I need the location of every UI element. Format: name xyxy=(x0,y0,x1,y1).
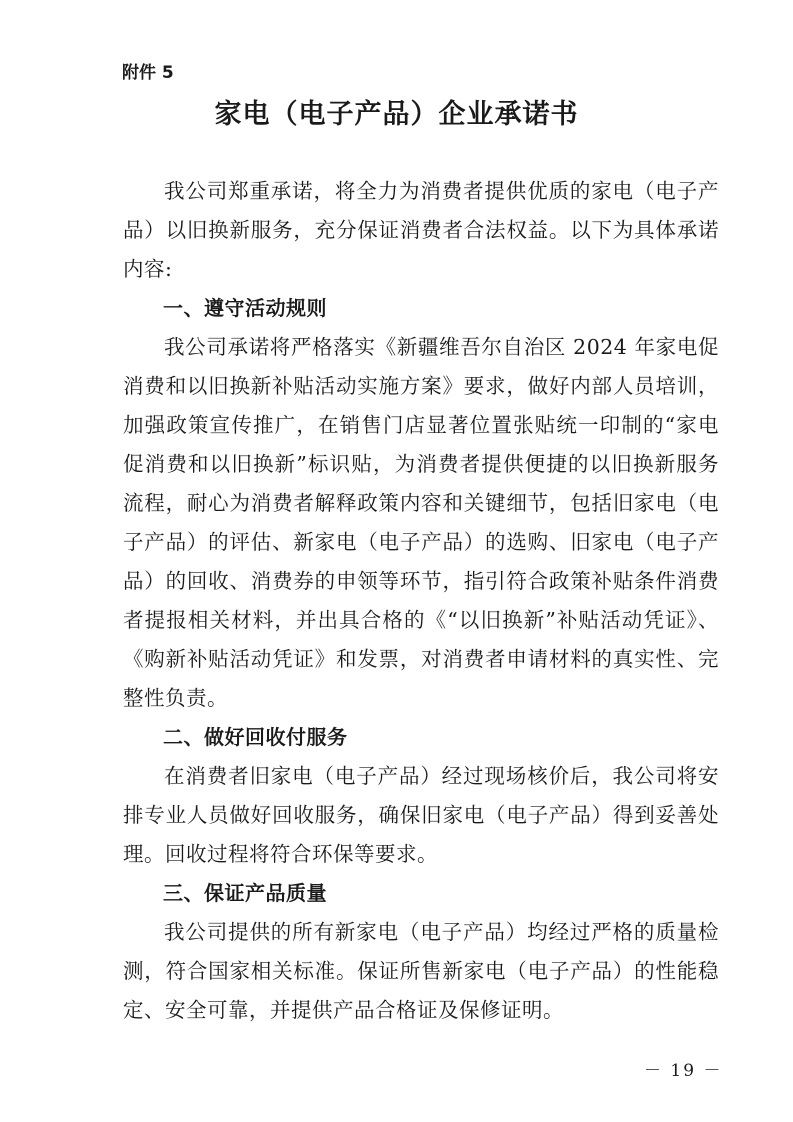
section-heading-1: 一、遵守活动规则 xyxy=(163,296,327,320)
section-paragraph-3: 我公司提供的所有新家电（电子产品）均经过严格的质量检测，符合国家相关标准。保证所售新家电（电子产品）的性能稳定、安全可靠，并提供产品合格证及保修证明。 xyxy=(123,920,719,1022)
section-heading-2: 二、做好回收付服务 xyxy=(163,725,348,749)
intro-paragraph: 我公司郑重承诺，将全力为消费者提供优质的家电（电子产品）以旧换新服务，充分保证消费者合法权益。以下为具体承诺内容: xyxy=(123,179,719,281)
section-paragraph-1: 我公司承诺将严格落实《新疆维吾尔自治区 2024 年家电促消费和以旧换新补贴活动实施方案》要求，做好内部人员培训，加强政策宣传推广，在销售门店显著位置张贴统一印制的“家电促消费和以旧换新”标识贴，为消费者提供便捷的以旧换新服务流程，耐心为消费者解释政策内容和关键细节，包括旧家电（电子产品）的评估、新家电（电子产品）的选购、旧家电（电子产品）的回收、消费券的申领等环节，指引符合政策补贴条件消费者提报相关材料，并出具合格的《“以旧换新”补贴活动凭证》、《购新补贴活动凭证》和发票，对消费者申请材料的真实性、完整性负责。 xyxy=(123,335,719,710)
section-paragraph-2: 在消费者旧家电（电子产品）经过现场核价后，我公司将安排专业人员做好回收服务，确保旧家电（电子产品）得到妥善处理。回收过程将符合环保等要求。 xyxy=(123,764,719,866)
page-number: － 19 － xyxy=(644,1061,723,1081)
document-title: 家电（电子产品）企业承诺书 xyxy=(214,99,579,130)
section-heading-3: 三、保证产品质量 xyxy=(163,881,327,905)
document-body xyxy=(123,172,719,1030)
attachment-label: 附件 5 xyxy=(122,63,174,83)
